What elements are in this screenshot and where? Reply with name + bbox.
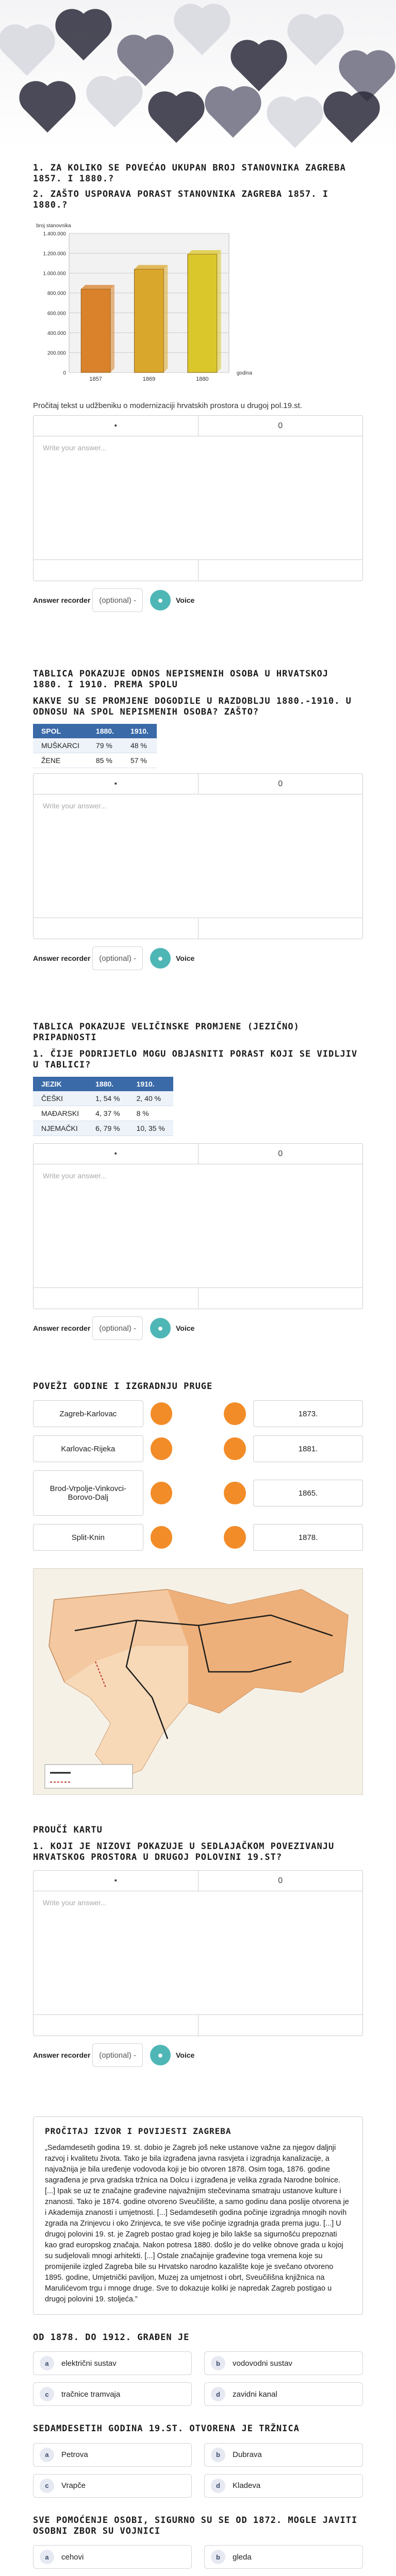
bar xyxy=(135,269,164,372)
table-header: 1910. xyxy=(128,1077,173,1091)
question-title: TABLICA POKAZUJE VELIČINSKE PROMJENE (JEZIČNO) PRIPADNOSTI xyxy=(33,1022,300,1043)
table-cell: 4, 37 % xyxy=(87,1106,128,1121)
voice-button-label[interactable]: Voice xyxy=(175,954,195,962)
literacy-table xyxy=(33,724,157,768)
table-cell: 1, 54 % xyxy=(87,1091,128,1106)
option-letter: d xyxy=(211,2387,225,2401)
question-title: POVEŽI GODINE I IZGRADNJU PRUGE xyxy=(33,1381,213,1392)
table-header: 1880. xyxy=(87,1077,128,1091)
bullet-button[interactable]: • xyxy=(34,1144,199,1164)
count-button[interactable]: 0 xyxy=(278,779,283,788)
match-handle[interactable] xyxy=(224,1402,246,1425)
table-header: SPOL xyxy=(33,724,88,738)
option-label: gleda xyxy=(233,2552,252,2562)
y-axis-label: broj stanovnika xyxy=(36,223,71,229)
table-cell: MAĐARSKI xyxy=(33,1106,87,1121)
answer-option[interactable] xyxy=(33,2382,192,2406)
x-tick-label: 1869 xyxy=(142,376,156,382)
answer-recorder xyxy=(33,946,363,970)
bullet-button[interactable]: • xyxy=(34,1871,199,1891)
question-subtitle: KAKVE SU SE PROMJENE DOGODILE U RAZDOBLJU 1880.-1910. U ODNOSU NA SPOL NEPISMENIH OSOBA? ZAŠTO? xyxy=(33,696,352,717)
question-subtitle: 1. ČIJE PODRIJETLO MOGU OBJASNITI PORAST KOJI SE VIDLJIV U TABLICI? xyxy=(33,1048,358,1070)
question-title: OD 1878. DO 1912. GRAĐEN JE xyxy=(33,2332,190,2343)
heart-icon xyxy=(272,101,319,148)
bar-side xyxy=(163,265,168,372)
header-pattern xyxy=(0,0,396,149)
population-chart xyxy=(33,218,270,398)
match-handle[interactable] xyxy=(151,1437,173,1460)
table-header: 1910. xyxy=(122,724,157,738)
count-button[interactable]: 0 xyxy=(278,421,283,430)
mic-icon[interactable]: ● xyxy=(150,2045,171,2065)
answer-input[interactable]: Write your answer... xyxy=(34,1891,362,2015)
option-letter: d xyxy=(211,2479,225,2493)
option-letter: b xyxy=(211,2356,225,2370)
bar-chart xyxy=(33,218,270,398)
option-label: vodovodni sustav xyxy=(233,2359,292,2368)
match-target[interactable]: 1878. xyxy=(253,1524,363,1551)
question-title: 1. ZA KOLIKO SE POVEĆAO UKUPAN BROJ STANOVNIKA ZAGREBA 1857. I 1880.? xyxy=(33,163,346,184)
bar-side xyxy=(110,285,114,372)
answer-options xyxy=(33,2443,363,2498)
x-tick-label: 1880 xyxy=(196,376,209,382)
source-text: „Sedamdesetih godina 19. st. dobio je Zagreb još neke ustanove važne za njegov daljnji razvoj i kvalitetu života. Tako je bila izgrađena javna rasvjeta i izgradnja kanalizacije, a najvažnija je bila uređenje vodovoda koji je bio otvoren 1878. Osim toga, 1876. godine sagrađena je prva gradska tržnica na Dolcu i izgrađena je velika zgrada Narodne bolnice. [...] Ipak se uz te značajne građevine najvažnijim stečevinama smatraju ustanove kulture i znanosti. Tako je 1874. godine otvoreno Sveučilište, a samo godinu dana poslije otvorena je i Akademija znanosti i umjetnosti. [...] Sedamdesetih godina počinje izgradnja mnogih novih zgrada na Zrinjevcu i oko Zrinjevca, te sve više počinje izgradnja grada prema jugu. [...] U drugoj polovini 19. st. je Zagreb postao grad kojeg je bilo lakše sa sigurnošću prepoznati kao grad europskog značaja. Nakon potresa 1880. došlo je do velike obnove grada u kojoj su sudjelovali mnogi arhitekti. [...] Ostale značajnije građevine toga vremena koje su promijenile izgled Zagreba bile su Hrvatsko narodno kazalište koje je svečano otvoreno 1895. godine, Umjetnički paviljon, Muzej za umjetnost i obrt, Sveučilišna knjižnica na Marulićevom trgu i mnoge druge. Sve to dokazuje koliki je napredak Zagreb postigao u drugoj polovini 19. stoljeća.” xyxy=(45,2144,349,2304)
voice-button-label[interactable]: Voice xyxy=(175,2051,195,2059)
match-item[interactable]: Split-Knin xyxy=(33,1524,143,1551)
option-label: tračnice tramvaja xyxy=(61,2389,121,2399)
match-item[interactable]: Zagreb-Karlovac xyxy=(33,1400,143,1427)
option-letter: a xyxy=(40,2356,54,2370)
answer-option[interactable] xyxy=(204,2474,363,2498)
bar-top xyxy=(81,285,114,289)
mic-icon[interactable]: ● xyxy=(150,948,171,969)
recorder-label: Answer recorder xyxy=(33,954,91,962)
answer-editor[interactable] xyxy=(33,1870,363,2036)
option-label: električni sustav xyxy=(61,2359,117,2368)
match-handle[interactable] xyxy=(224,1526,246,1549)
answer-option[interactable] xyxy=(204,2351,363,2375)
x-axis-label: godina xyxy=(236,370,253,376)
heart-icon xyxy=(210,91,257,138)
instruction-text: Pročitaj tekst u udžbeniku o modernizaciji hrvatskih prostora u drugoj pol.19.st. xyxy=(33,401,302,410)
heart-icon xyxy=(60,14,107,61)
answer-input[interactable]: Write your answer... xyxy=(34,436,362,560)
answer-editor[interactable] xyxy=(33,1143,363,1309)
map-graphic xyxy=(34,1569,363,1795)
mic-icon[interactable]: ● xyxy=(150,590,171,611)
option-label: Kladeva xyxy=(233,2481,261,2490)
answer-recorder xyxy=(33,2043,363,2067)
y-tick-label: 1.200.000 xyxy=(43,251,66,257)
recorder-optional: (optional) - xyxy=(92,2043,143,2067)
option-letter: a xyxy=(40,2448,54,2462)
recorder-optional: (optional) - xyxy=(92,946,143,970)
question-title: PROUČÍ KARTU xyxy=(33,1825,103,1836)
match-handle[interactable] xyxy=(151,1526,173,1549)
answer-editor[interactable] xyxy=(33,773,363,939)
option-label: Dubrava xyxy=(233,2450,262,2460)
match-item[interactable]: Brod-Vrpolje-Vinkovci-Borovo-Dalj xyxy=(33,1470,143,1516)
heart-icon xyxy=(236,45,283,92)
answer-option[interactable] xyxy=(204,2443,363,2467)
y-tick-label: 800.000 xyxy=(47,291,66,297)
table-cell: 85 % xyxy=(88,753,122,768)
question-title: SVE POMOĆENJE OSOBI, SIGURNO SU SE OD 1872. MOGLE JAVITI OSOBNI ZBOR SU VOJNICI xyxy=(33,2515,358,2536)
y-tick-label: 400.000 xyxy=(47,330,66,336)
option-letter: b xyxy=(211,2550,225,2564)
table-cell: MUŠKARCI xyxy=(33,738,88,753)
match-handle[interactable] xyxy=(224,1482,246,1504)
match-handle[interactable] xyxy=(151,1482,173,1504)
y-tick-label: 600.000 xyxy=(47,311,66,317)
table-header: JEZIK xyxy=(33,1077,87,1091)
table-header: 1880. xyxy=(88,724,122,738)
bullet-button[interactable]: • xyxy=(34,416,199,436)
voice-button-label[interactable]: Voice xyxy=(175,596,195,604)
answer-options xyxy=(33,2545,363,2576)
table-cell: 2, 40 % xyxy=(128,1091,173,1106)
answer-option[interactable] xyxy=(204,2545,363,2569)
heart-icon xyxy=(4,29,51,76)
heart-icon xyxy=(91,81,138,128)
option-letter: b xyxy=(211,2448,225,2462)
y-tick-label: 1.400.000 xyxy=(43,231,66,237)
count-button[interactable]: 0 xyxy=(278,1149,283,1158)
option-label: Petrova xyxy=(61,2450,88,2460)
heart-icon xyxy=(292,19,339,66)
recorder-optional: (optional) - xyxy=(92,1316,143,1340)
heart-icon xyxy=(179,9,226,56)
source-title: PROČITAJ IZVOR I POVIJESTI ZAGREBA xyxy=(45,2126,232,2136)
answer-option[interactable] xyxy=(204,2382,363,2406)
table-cell: 10, 35 % xyxy=(128,1121,173,1136)
heart-icon xyxy=(24,86,71,133)
match-handle[interactable] xyxy=(224,1437,246,1460)
count-button[interactable]: 0 xyxy=(278,1876,283,1885)
answer-option[interactable] xyxy=(33,2474,192,2498)
source-text-box xyxy=(33,2116,363,2315)
table-cell: 48 % xyxy=(122,738,157,753)
bar-top xyxy=(135,265,168,269)
recorder-optional: (optional) - xyxy=(92,588,143,612)
table-cell: 6, 79 % xyxy=(87,1121,128,1136)
match-target[interactable]: 1873. xyxy=(253,1400,363,1427)
language-table xyxy=(33,1077,173,1136)
table-cell: ČEŠKI xyxy=(33,1091,87,1106)
table-cell: 79 % xyxy=(88,738,122,753)
y-tick-label: 200.000 xyxy=(47,350,66,357)
table-cell: NJEMAČKI xyxy=(33,1121,87,1136)
option-letter: c xyxy=(40,2387,54,2401)
question-title: 2. ZAŠTO USPORAVA PORAST STANOVNIKA ZAGREBA 1857. I 1880.? xyxy=(33,189,328,210)
answer-input[interactable]: Write your answer... xyxy=(34,794,362,918)
mic-icon[interactable]: ● xyxy=(150,1318,171,1338)
heart-icon xyxy=(328,96,375,143)
answer-option[interactable] xyxy=(33,2545,192,2569)
match-target[interactable]: 1881. xyxy=(253,1435,363,1462)
answer-recorder xyxy=(33,588,363,612)
match-handle[interactable] xyxy=(151,1402,173,1425)
table-cell: 8 % xyxy=(128,1106,173,1121)
y-tick-label: 1.000.000 xyxy=(43,271,66,277)
option-letter: a xyxy=(40,2550,54,2564)
bullet-button[interactable]: • xyxy=(34,774,199,794)
recorder-label: Answer recorder xyxy=(33,596,91,604)
match-target[interactable]: 1865. xyxy=(253,1480,363,1506)
bar-side xyxy=(217,250,221,373)
answer-editor[interactable] xyxy=(33,415,363,581)
option-label: Vrapče xyxy=(61,2481,86,2490)
y-tick-label: 0 xyxy=(63,370,66,376)
table-cell: 57 % xyxy=(122,753,157,768)
railway-map xyxy=(33,1568,363,1795)
match-item[interactable]: Karlovac-Rijeka xyxy=(33,1435,143,1462)
answer-recorder xyxy=(33,1316,363,1340)
option-label: cehovi xyxy=(61,2552,84,2562)
recorder-label: Answer recorder xyxy=(33,1324,91,1332)
question-title: TABLICA POKAZUJE ODNOS NEPISMENIH OSOBA U HRVATSKOJ 1880. I 1910. PREMA SPOLU xyxy=(33,669,328,690)
option-label: zavidni kanal xyxy=(233,2389,277,2399)
answer-input[interactable]: Write your answer... xyxy=(34,1164,362,1288)
question-title: SEDAMDESETIH GODINA 19.ST. OTVORENA JE TRŽNICA xyxy=(33,2424,300,2434)
bar-top xyxy=(188,250,221,255)
x-tick-label: 1857 xyxy=(89,376,102,382)
bar xyxy=(188,255,217,373)
bar xyxy=(81,289,110,372)
recorder-label: Answer recorder xyxy=(33,2051,91,2059)
answer-option[interactable] xyxy=(33,2443,192,2467)
question-subtitle: 1. KOJI JE NIZOVI POKAZUJE U SEDLAJAČKOM POVEZIVANJU HRVATSKOG PROSTORA U DRUGOJ POLOVINI 19.ST? xyxy=(33,1841,335,1862)
answer-options xyxy=(33,2351,363,2406)
heart-icon xyxy=(153,96,200,143)
option-letter: c xyxy=(40,2479,54,2493)
answer-option[interactable] xyxy=(33,2351,192,2375)
table-cell: ŽENE xyxy=(33,753,88,768)
voice-button-label[interactable]: Voice xyxy=(175,1324,195,1332)
